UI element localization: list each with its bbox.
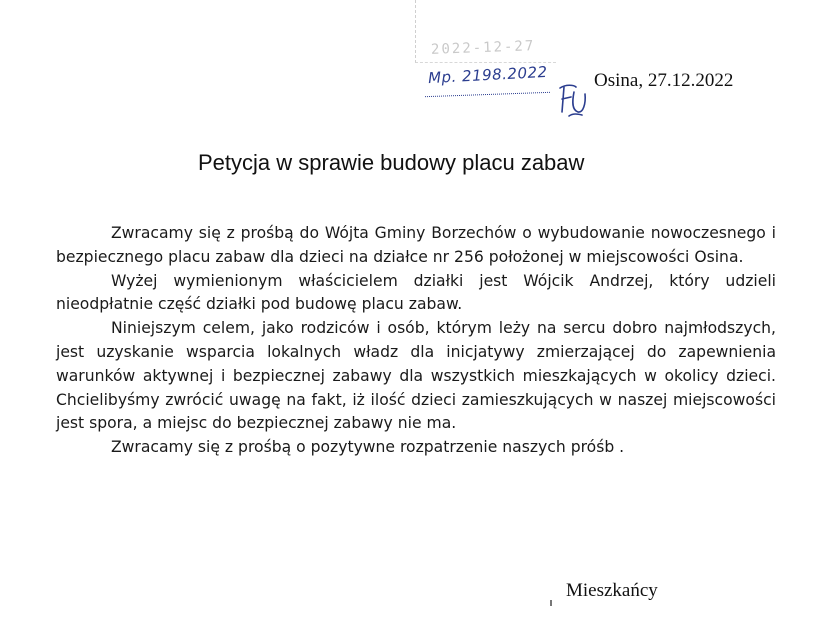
paragraph: Zwracamy się z prośbą do Wójta Gminy Borzechów o wybudowanie nowoczesnego i bezpiecznego placu zabaw dla dzieci na działce nr 256 położonej w miejscowości Osina. [56, 224, 776, 266]
reference-underline [425, 92, 550, 97]
registration-stamp [415, 0, 556, 63]
place-and-date: Osina, 27.12.2022 [594, 70, 734, 91]
document-title: Petycja w sprawie budowy placu zabaw [198, 150, 585, 175]
handwritten-initials-icon [556, 82, 590, 123]
paragraph: Wyżej wymienionym właścicielem działki jest Wójcik Andrzej, który udzieli nieodpłatnie część działki pod budowę placu zabaw. [56, 271, 776, 314]
reference-number: Mp. 2198.2022 [427, 62, 549, 88]
stamp-date: 2022-12-27 [430, 38, 536, 58]
paragraph: Zwracamy się z prośbą o pozytywne rozpatrzenie naszych próśb . [111, 438, 625, 457]
signature-label: Mieszkańcy [566, 580, 658, 601]
pen-mark [550, 600, 552, 606]
document-body [56, 222, 776, 460]
paragraph: Niniejszym celem, jako rodziców i osób, którym leży na sercu dobro najmłodszych, jest uzyskanie wsparcia lokalnych władz dla inicjatywy zmierzającej do zapewnienia warunków aktywnej i bezpiecznej zabawy dla wszystkich mieszkających w okolicy dzieci. Chcielibyśmy zwrócić uwagę na fakt, iż ilość dzieci zamieszkujących w naszej miejscowości jest spora, a miejsc do bezpiecznej zabawy nie ma. [56, 319, 776, 433]
